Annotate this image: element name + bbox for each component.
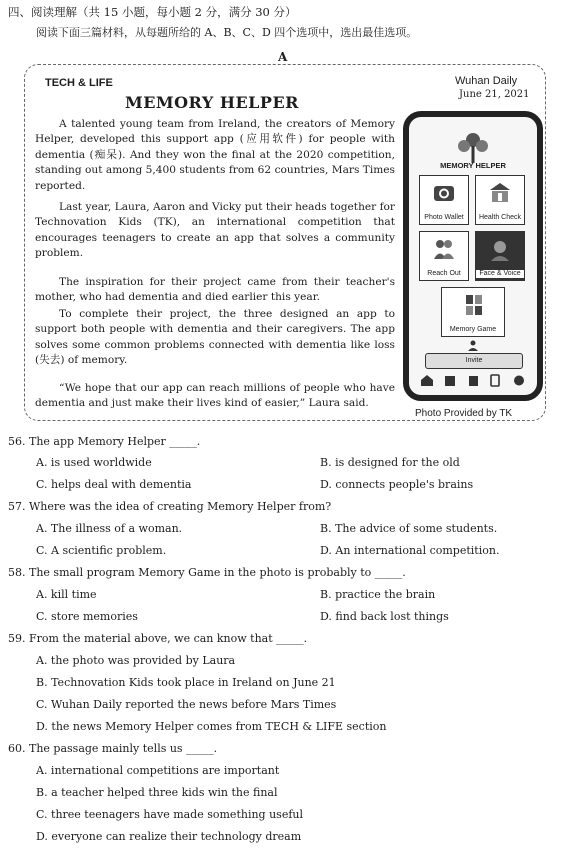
option: C. Wuhan Daily reported the news before Mars Times [36,698,337,711]
question-58: 58. The small program Memory Game in the photo is probably to _____. [8,566,406,579]
question-56: 56. The app Memory Helper _____. [8,435,201,448]
option: A. the photo was provided by Laura [36,654,236,667]
tile-label: Face & Voice [476,270,524,278]
home-icon [421,375,433,386]
shirt-icon [445,376,455,386]
invite-button: Invite [425,353,523,369]
user-icon [467,339,479,351]
article-paragraph: To complete their project, the three designed an app to support both people with dementia and their caregivers. The app solves some common problems connected with dementia like loss (失去) of memory. [35,308,395,367]
option: B. practice the brain [320,588,436,601]
photo-credit: Photo Provided by TK [415,408,513,419]
tile-photo-wallet [419,175,469,225]
tile-label: Health Check [478,213,522,221]
hospital-icon [488,181,512,205]
article-paragraph: Last year, Laura, Aaron and Vicky put their heads together for Technovation Kids (TK), an international competition that encourages teenagers to create an app that solves a community problem. [35,201,395,260]
app-title: MEMORY HELPER [440,161,506,170]
people-icon [432,237,456,261]
option: B. Technovation Kids took place in Ireland on June 21 [36,676,336,689]
option: D. An international competition. [320,544,500,557]
option: A. is used worldwide [36,456,152,469]
settings-icon [514,376,524,386]
option: B. The advice of some students. [320,522,498,535]
option: B. a teacher helped three kids win the final [36,786,278,799]
phone-nav-bar [417,373,529,387]
article-paragraph: “We hope that our app can reach millions of people who have dementia and just make their lives kind of easier,” Laura said. [35,382,395,410]
option: D. the news Memory Helper comes from TECH & LIFE section [36,720,387,733]
tile-label: Photo Wallet [424,213,464,221]
tile-label: Reach Out [427,269,461,277]
section-instruction: 阅读下面三篇材料，从每题所给的 A、B、C、D 四个选项中，选出最佳选项。 [36,26,418,39]
game-cards-icon [462,293,486,317]
option: A. The illness of a woman. [36,522,183,535]
passage-letter: A [278,50,288,64]
section-tag: TECH & LIFE [45,77,113,89]
article-paragraph: A talented young team from Ireland, the creators of Memory Helper, developed this support app (应用软件) for people with dementia (痴呆). And they won the final at the 2020 competition, standing out among 5,400 students from 62 countries, Mars Times reported. [35,118,395,192]
option: C. three teenagers have made something useful [36,808,303,821]
option: C. store memories [36,610,138,623]
question-59: 59. From the material above, we can know that _____. [8,632,308,645]
tile-reach-out [419,231,469,281]
news-article [24,64,546,421]
option: C. helps deal with dementia [36,478,192,491]
article-headline: MEMORY HELPER [125,93,299,112]
option: A. international competitions are important [36,764,280,777]
phone-icon [491,375,499,386]
option: D. everyone can realize their technology dream [36,830,302,843]
tile-memory-game [441,287,505,337]
option: A. kill time [36,588,97,601]
option: D. connects people's brains [320,478,474,491]
question-57: 57. Where was the idea of creating Memory Helper from? [8,500,332,513]
face-icon [488,237,512,261]
doc-icon [469,376,478,386]
newspaper-name: Wuhan Daily [455,75,518,87]
tile-health-check [475,175,525,225]
tree-logo-icon [453,131,493,165]
phone-photo [403,111,543,401]
article-paragraph: The inspiration for their project came from their teacher's mother, who had dementia and died earlier this year. [35,276,395,304]
article-date: June 21, 2021 [459,89,530,100]
option: D. find back lost things [320,610,449,623]
option: B. is designed for the old [320,456,460,469]
tile-label: Memory Game [449,325,497,333]
question-60: 60. The passage mainly tells us _____. [8,742,218,755]
section-title: 四、阅读理解（共 15 小题，每小题 2 分，满分 30 分） [8,5,297,19]
option: C. A scientific problem. [36,544,167,557]
tile-face-voice [475,231,525,281]
camera-icon [432,181,456,205]
